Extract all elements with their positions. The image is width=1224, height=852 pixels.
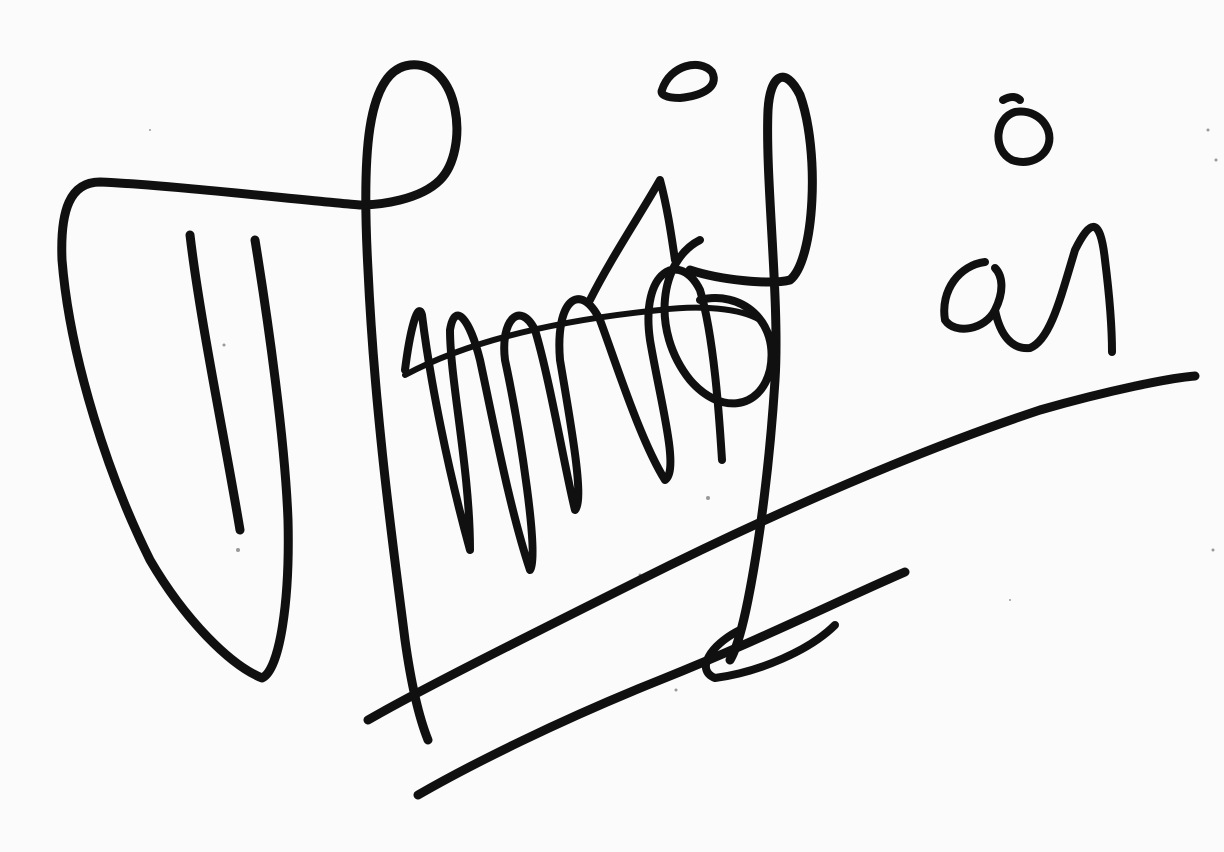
signature-stroke-diagonal [590, 180, 675, 300]
signature-stroke-dot-top [662, 65, 714, 98]
signature-stroke-tall-loop [360, 65, 457, 740]
signature-stroke-outer-loop [62, 182, 360, 678]
signature-stroke-small-circle [998, 112, 1049, 162]
signature-stroke-coils [405, 270, 722, 570]
paper-specks [149, 129, 1218, 692]
signature-stroke-inner-left [190, 235, 240, 530]
signature-stroke-right-descender [690, 77, 812, 660]
signature-stroke-right-glyph [944, 97, 1112, 352]
signature-stroke-underline-lower [418, 572, 905, 795]
